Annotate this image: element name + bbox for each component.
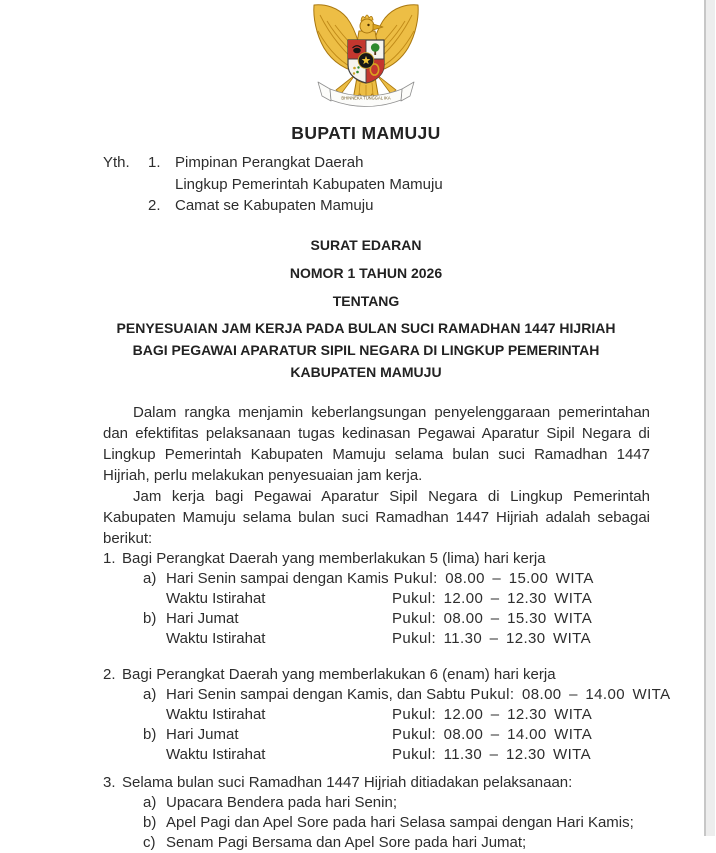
section-number: 2. bbox=[103, 666, 116, 683]
garuda-pancasila-icon bbox=[310, 3, 422, 109]
pancasila-shield bbox=[348, 40, 384, 83]
row-marker bbox=[143, 705, 166, 725]
schedule-row bbox=[103, 589, 650, 609]
schedule-row bbox=[103, 609, 650, 629]
body-paragraph: Dalam rangka menjamin keberlangsungan penyelenggaraan pemerintahan dan efektifitas pelaksanaan tugas kedinasan Pegawai Aparatur Sipil Negara di Lingkup Pemerintah Kabupaten Mamuju selama bulan suci Ramadhan 1447 Hijriah, perlu melakukan penyesuaian jam kerja. bbox=[103, 404, 650, 484]
schedule-row bbox=[103, 725, 650, 745]
row-time: Pukul: 08.00 – 14.00 WITA bbox=[392, 726, 593, 743]
recipient-line: Lingkup Pemerintah Kabupaten Mamuju bbox=[175, 175, 443, 193]
section-number: 3. bbox=[103, 774, 116, 791]
addressee-block bbox=[103, 152, 443, 217]
doc-about-heading: TENTANG bbox=[332, 293, 400, 309]
row-time: Pukul: 08.00 – 14.00 WITA bbox=[470, 686, 671, 703]
doc-number-heading: NOMOR 1 TAHUN 2026 bbox=[289, 265, 443, 281]
schedule-row bbox=[103, 569, 650, 589]
subject-line: BAGI PEGAWAI APARATUR SIPIL NEGARA DI LINGKUP PEMERINTAH bbox=[132, 342, 600, 358]
row-marker bbox=[143, 629, 166, 649]
spacer bbox=[148, 174, 175, 196]
row-time: Pukul: 12.00 – 12.30 WITA bbox=[392, 706, 593, 723]
schedule-row bbox=[103, 705, 650, 725]
spacer bbox=[103, 195, 148, 217]
recipient-line: Camat se Kabupaten Mamuju bbox=[175, 197, 374, 214]
row-marker bbox=[143, 745, 166, 765]
section-title: Selama bulan suci Ramadhan 1447 Hijriah ditiadakan pelaksanaan: bbox=[122, 774, 573, 791]
row-time: Pukul: 08.00 – 15.30 WITA bbox=[392, 610, 593, 627]
schedule-row bbox=[103, 629, 650, 649]
row-label: Upacara Bendera pada hari Senin; bbox=[166, 794, 397, 811]
schedule-row bbox=[103, 685, 671, 705]
section-heading bbox=[103, 549, 650, 569]
addressee-salutation: Yth. bbox=[103, 154, 130, 171]
recipient-number: 2. bbox=[148, 197, 161, 214]
schedule-row bbox=[103, 745, 650, 765]
letter-body bbox=[103, 402, 671, 853]
section-number: 1. bbox=[103, 550, 116, 567]
row-time: Pukul: 08.00 – 15.00 WITA bbox=[393, 570, 594, 587]
row-marker: a) bbox=[143, 686, 157, 703]
row-marker: c) bbox=[143, 834, 156, 851]
spacer bbox=[103, 174, 148, 196]
row-marker bbox=[143, 589, 166, 609]
row-label: Hari Senin sampai dengan Kamis, dan Sabtu bbox=[166, 686, 466, 703]
list-item-row bbox=[103, 813, 650, 833]
list-item-row bbox=[103, 793, 650, 813]
row-label: Waktu Istirahat bbox=[166, 706, 266, 723]
row-label: Hari Senin sampai dengan Kamis bbox=[166, 570, 389, 587]
row-label: Waktu Istirahat bbox=[166, 630, 266, 647]
row-marker: b) bbox=[143, 610, 157, 627]
row-label: Waktu Istirahat bbox=[166, 746, 266, 763]
recipient-line: Pimpinan Perangkat Daerah bbox=[175, 154, 364, 171]
subject-line: PENYESUAIAN JAM KERJA PADA BULAN SUCI RAMADHAN 1447 HIJRIAH bbox=[116, 320, 616, 336]
section-title: Bagi Perangkat Daerah yang memberlakukan 6 (enam) hari kerja bbox=[122, 666, 556, 683]
row-label: Apel Pagi dan Apel Sore pada hari Selasa sampai dengan Hari Kamis; bbox=[166, 814, 634, 831]
row-label: Waktu Istirahat bbox=[166, 590, 266, 607]
subject-line: KABUPATEN MAMUJU bbox=[290, 364, 442, 380]
doc-subject-heading bbox=[86, 317, 646, 383]
row-marker: a) bbox=[143, 570, 157, 587]
list-section bbox=[103, 549, 650, 649]
row-marker: b) bbox=[143, 726, 157, 743]
row-time: Pukul: 12.00 – 12.30 WITA bbox=[392, 590, 593, 607]
recipient-number: 1. bbox=[148, 154, 161, 171]
emblem-ribbon-text: BHINNEKA TUNGGAL IKA bbox=[341, 95, 391, 101]
row-time: Pukul: 11.30 – 12.30 WITA bbox=[392, 746, 592, 763]
list-section bbox=[103, 665, 671, 765]
row-time: Pukul: 11.30 – 12.30 WITA bbox=[392, 630, 592, 647]
body-paragraph: Jam kerja bagi Pegawai Aparatur Sipil Negara di Lingkup Pemerintah Kabupaten Mamuju selama bulan suci Ramadhan 1447 Hijriah adalah sebagai berikut: bbox=[103, 488, 650, 547]
row-label: Hari Jumat bbox=[166, 726, 239, 743]
garuda-pancasila-emblem bbox=[310, 3, 422, 109]
letterhead-office-title: BUPATI MAMUJU bbox=[291, 123, 441, 143]
section-heading bbox=[103, 773, 650, 793]
row-label: Hari Jumat bbox=[166, 610, 239, 627]
section-heading bbox=[103, 665, 650, 685]
list-section bbox=[103, 773, 650, 853]
doc-type-heading: SURAT EDARAN bbox=[310, 237, 422, 253]
section-title: Bagi Perangkat Daerah yang memberlakukan 5 (lima) hari kerja bbox=[122, 550, 546, 567]
row-marker: a) bbox=[143, 794, 157, 811]
list-item-row bbox=[103, 833, 650, 853]
row-marker: b) bbox=[143, 814, 157, 831]
row-label: Senam Pagi Bersama dan Apel Sore pada hari Jumat; bbox=[166, 834, 527, 851]
